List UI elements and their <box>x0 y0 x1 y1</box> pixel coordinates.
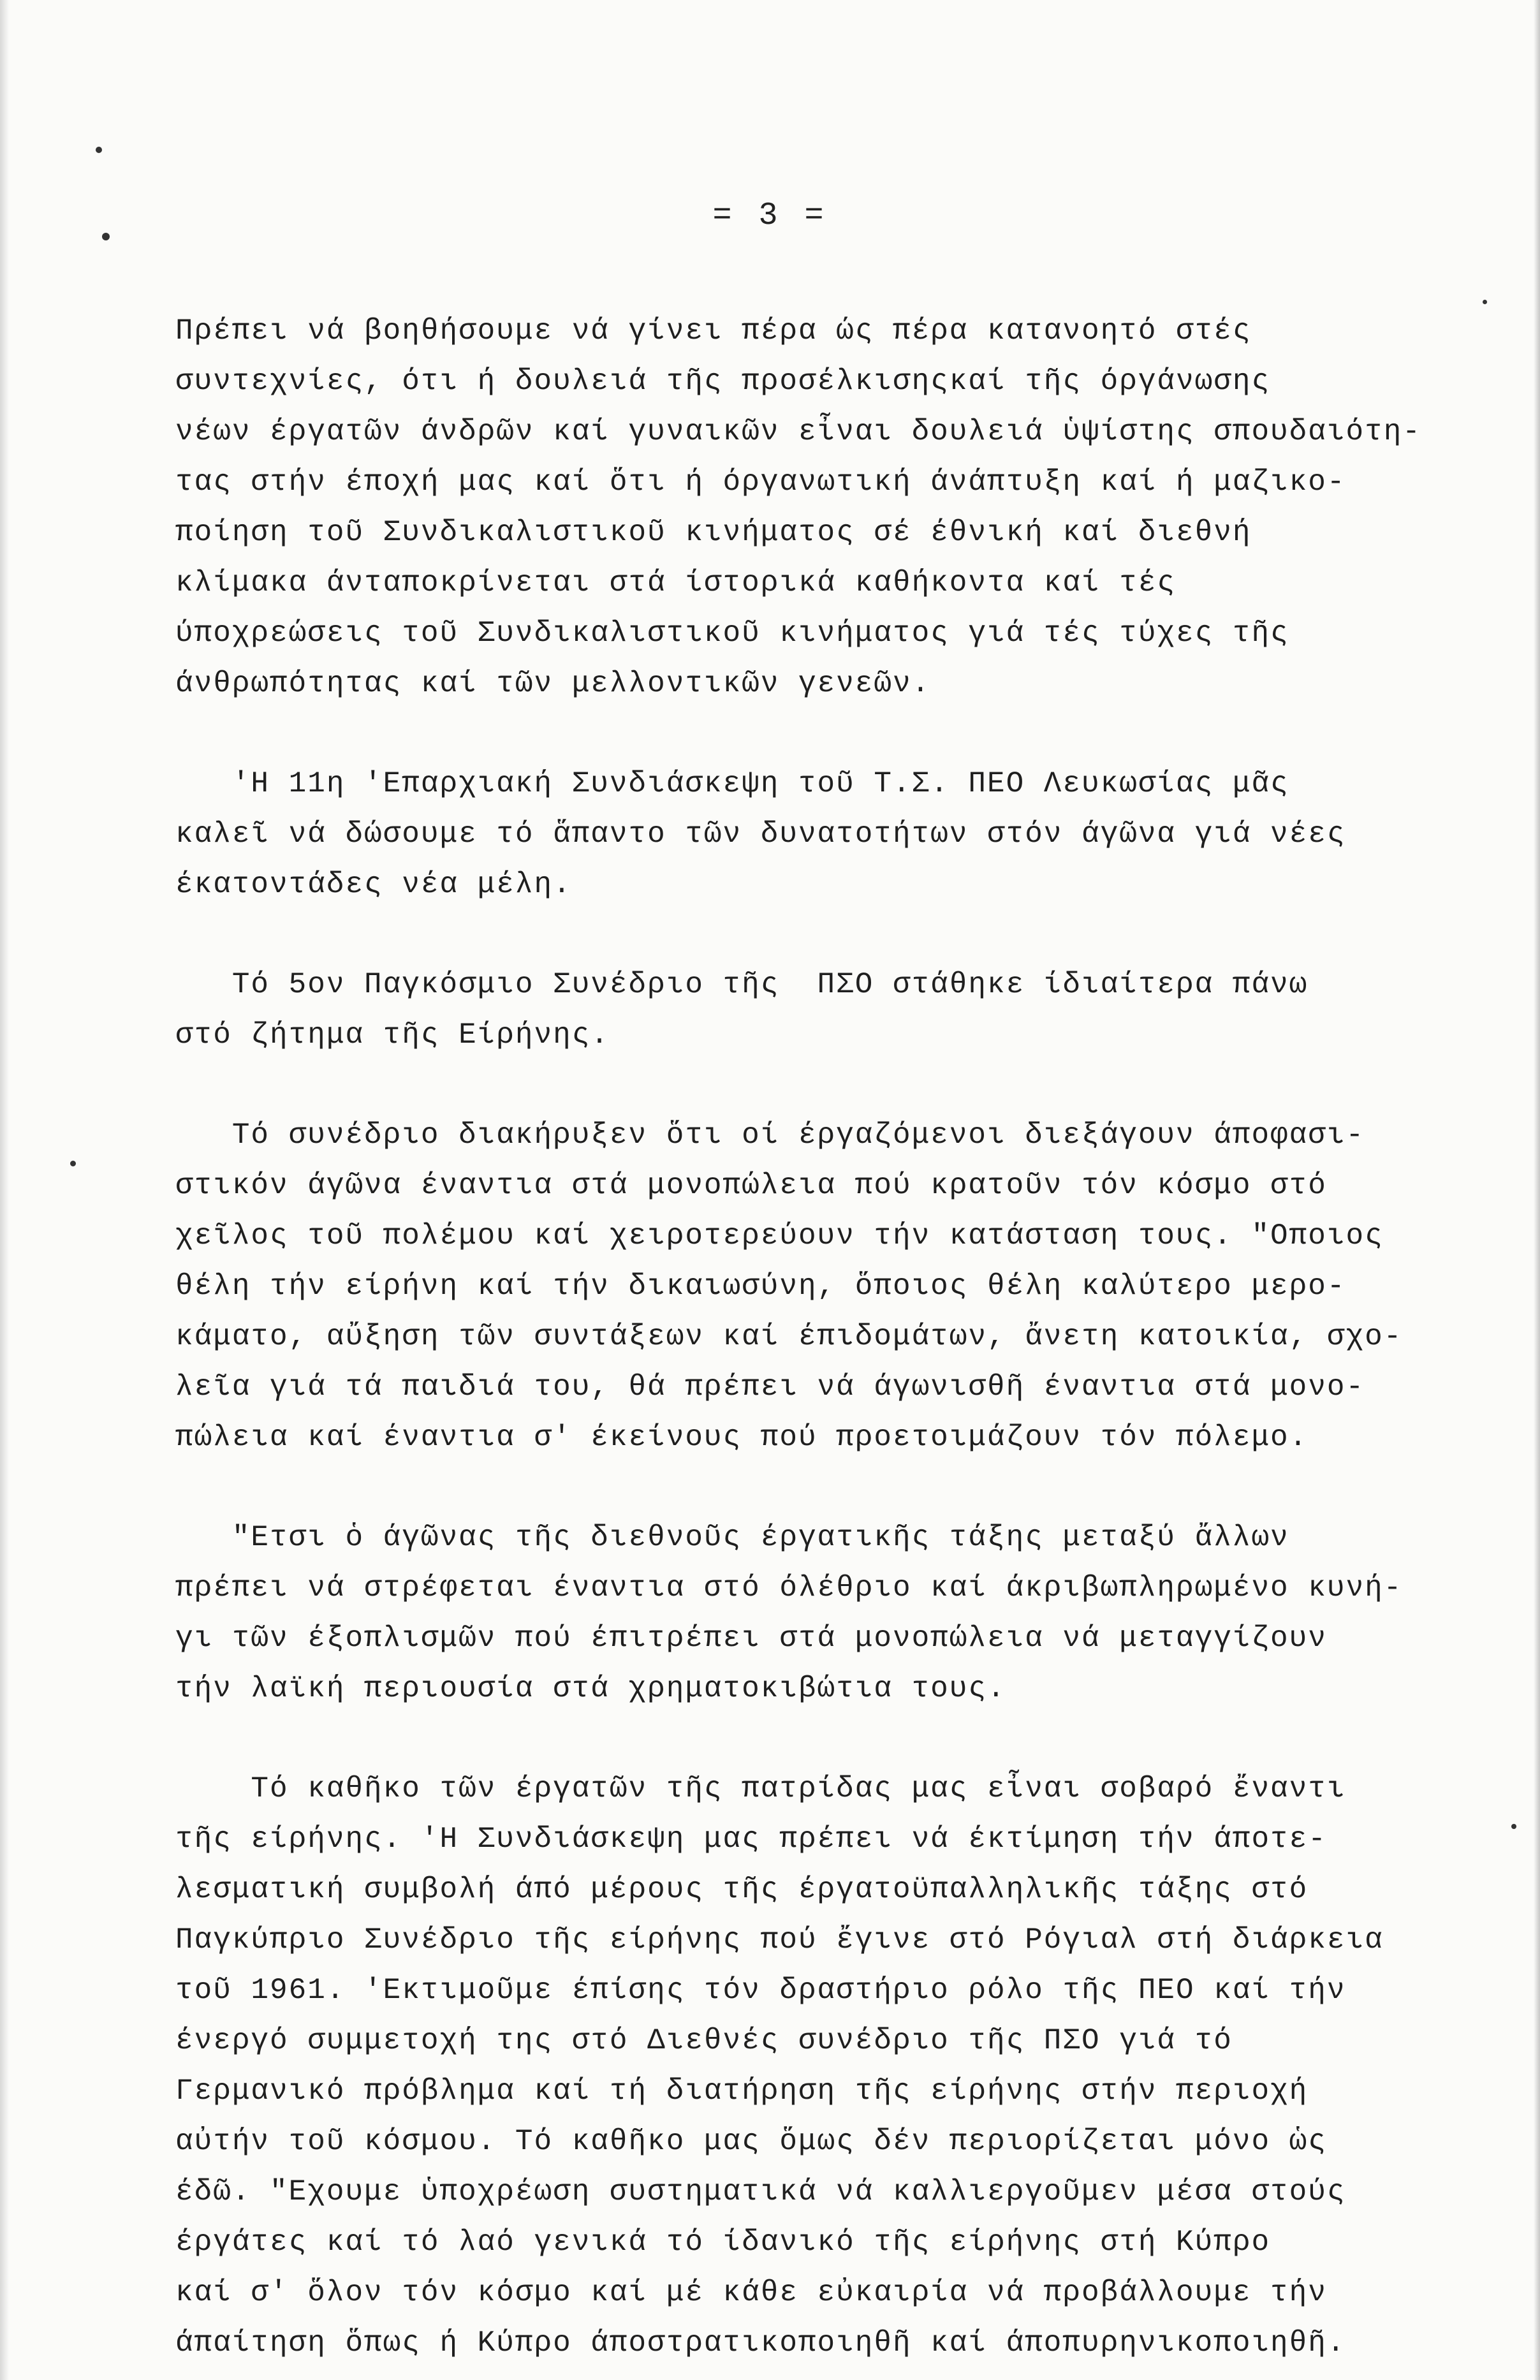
text-line: έδῶ. "Εχουμε ὑποχρέωση συστηματικά νά καλλιεργοῦμεν μέσα στούς <box>175 2175 1346 2208</box>
text-line: τῆς είρήνης. 'Η Συνδιάσκεψη μας πρέπει νά έκτίμηση τήν άποτε- <box>175 1823 1327 1856</box>
document-body <box>175 306 1463 2369</box>
scan-speck <box>70 1161 76 1166</box>
text-line: έργάτες καί τό λαό γενικά τό ίδανικό τῆς είρήνης στή Κύπρο <box>175 2226 1271 2259</box>
text-line: ποίηση τοῦ Συνδικαλιστικοῦ κινήματος σέ έθνική καί διεθνή <box>175 516 1252 549</box>
text-line: Τό καθῆκο τῶν έργατῶν τῆς πατρίδας μας εἶναι σοβαρό ἔναντι <box>175 1772 1346 1805</box>
text-line: τοῦ 1961. 'Εκτιμοῦμε έπίσης τόν δραστήριο ρόλο τῆς ΠΕΟ καί τήν <box>175 1974 1346 2007</box>
text-line: λεσματική συμβολή άπό μέρους τῆς έργατοϋπαλληλικῆς τάξης στό <box>175 1873 1309 1906</box>
text-line: στό ζήτημα τῆς Είρήνης. <box>175 1018 610 1052</box>
text-line: γι τῶν έξοπλισμῶν πού έπιτρέπει στά μονοπώλεια νά μεταγγίζουν <box>175 1622 1327 1655</box>
text-line: πώλεια καί έναντια σ' έκείνους πού προετοιμάζουν τόν πόλεμο. <box>175 1421 1309 1454</box>
scan-edge-right <box>1534 0 1540 2380</box>
text-line: τήν λαϊκή περιουσία στά χρηματοκιβώτια τους. <box>175 1672 1006 1705</box>
page-number: = 3 = <box>712 198 828 234</box>
text-line: καλεῖ νά δώσουμε τό ἅπαντο τῶν δυνατοτήτων στόν άγῶνα γιά νέες <box>175 818 1346 851</box>
text-line: λεῖα γιά τά παιδιά του, θά πρέπει νά άγωνισθῆ έναντια στά μονο- <box>175 1370 1365 1404</box>
text-line: άπαίτηση ὅπως ή Κύπρο άποστρατικοποιηθῆ καί άποπυρηνικοποιηθῆ. <box>175 2326 1346 2360</box>
text-line: Τό συνέδριο διακήρυξεν ὅτι οί έργαζόμενοι διεξάγουν άποφασι- <box>175 1119 1365 1152</box>
text-line: έκατοντάδες νέα μέλη. <box>175 868 572 901</box>
text-line: ύποχρεώσεις τοῦ Συνδικαλιστικοῦ κινήματος γιά τές τύχες τῆς <box>175 617 1289 650</box>
text-line: "Ετσι ὁ άγῶνας τῆς διεθνοῦς έργατικῆς τάξης μεταξύ ἄλλων <box>175 1521 1289 1554</box>
text-line: χεῖλος τοῦ πολέμου καί χειροτερεύουν τήν κατάσταση τους. "Οποιος <box>175 1219 1384 1252</box>
text-line: συντεχνίες, ότι ή δουλειά τῆς προσέλκισηςκαί τῆς όργάνωσης <box>175 365 1271 398</box>
text-line: κλίμακα άνταποκρίνεται στά ίστορικά καθήκοντα καί τές <box>175 566 1177 599</box>
text-line: θέλη τήν είρήνη καί τήν δικαιωσύνη, ὅποιος θέλη καλύτερο μερο- <box>175 1270 1346 1303</box>
text-line: πρέπει νά στρέφεται έναντια στό όλέθριο καί άκριβωπληρωμένο κυνή- <box>175 1571 1403 1605</box>
text-line: κάματο, αὔξηση τῶν συντάξεων καί έπιδομάτων, ἄνετη κατοικία, σχο- <box>175 1320 1403 1353</box>
paragraph-3 <box>175 960 1463 1061</box>
paragraph-1 <box>175 306 1463 709</box>
paragraph-4 <box>175 1110 1463 1463</box>
text-line: τας στήν έποχή μας καί ὅτι ή όργανωτική άνάπτυξη καί ή μαζικο- <box>175 466 1346 499</box>
text-line: στικόν άγῶνα έναντια στά μονοπώλεια πού κρατοῦν τόν κόσμο στό <box>175 1169 1327 1202</box>
text-line: Γερμανικό πρόβλημα καί τή διατήρηση τῆς είρήνης στήν περιοχή <box>175 2075 1309 2108</box>
text-line: ένεργό συμμετοχή της στό Διεθνές συνέδριο τῆς ΠΣΟ γιά τό <box>175 2024 1233 2057</box>
paragraph-5 <box>175 1513 1463 1714</box>
text-line: Πρέπει νά βοηθήσουμε νά γίνει πέρα ώς πέρα κατανοητό στές <box>175 314 1252 348</box>
text-line: καί σ' ὅλον τόν κόσμο καί μέ κάθε εὐκαιρία νά προβάλλουμε τήν <box>175 2276 1327 2309</box>
scan-speck <box>96 147 102 153</box>
text-line: νέων έργατῶν άνδρῶν καί γυναικῶν εἶναι δουλειά ὑψίστης σπουδαιότη- <box>175 415 1421 448</box>
text-line: αὐτήν τοῦ κόσμου. Τό καθῆκο μας ὅμως δέν περιορίζεται μόνο ὡς <box>175 2125 1327 2158</box>
text-line: άνθρωπότητας καί τῶν μελλοντικῶν γενεῶν. <box>175 667 931 700</box>
paragraph-6 <box>175 1764 1463 2369</box>
text-line: 'Η 11η 'Επαρχιακή Συνδιάσκεψη τοῦ Τ.Σ. ΠΕΟ Λευκωσίας μᾶς <box>175 767 1289 800</box>
paragraph-2 <box>175 759 1463 910</box>
scan-speck <box>1483 300 1487 304</box>
text-line: Τό 5ον Παγκόσμιο Συνέδριο τῆς ΠΣΟ στάθηκε ίδιαίτερα πάνω <box>175 968 1309 1001</box>
scan-edge-left <box>0 0 9 2380</box>
text-line: Παγκύπριο Συνέδριο τῆς είρήνης πού ἔγινε στό Ρόγιαλ στή διάρκεια <box>175 1923 1384 1957</box>
scan-speck <box>1511 1824 1516 1829</box>
scan-speck <box>102 233 110 240</box>
